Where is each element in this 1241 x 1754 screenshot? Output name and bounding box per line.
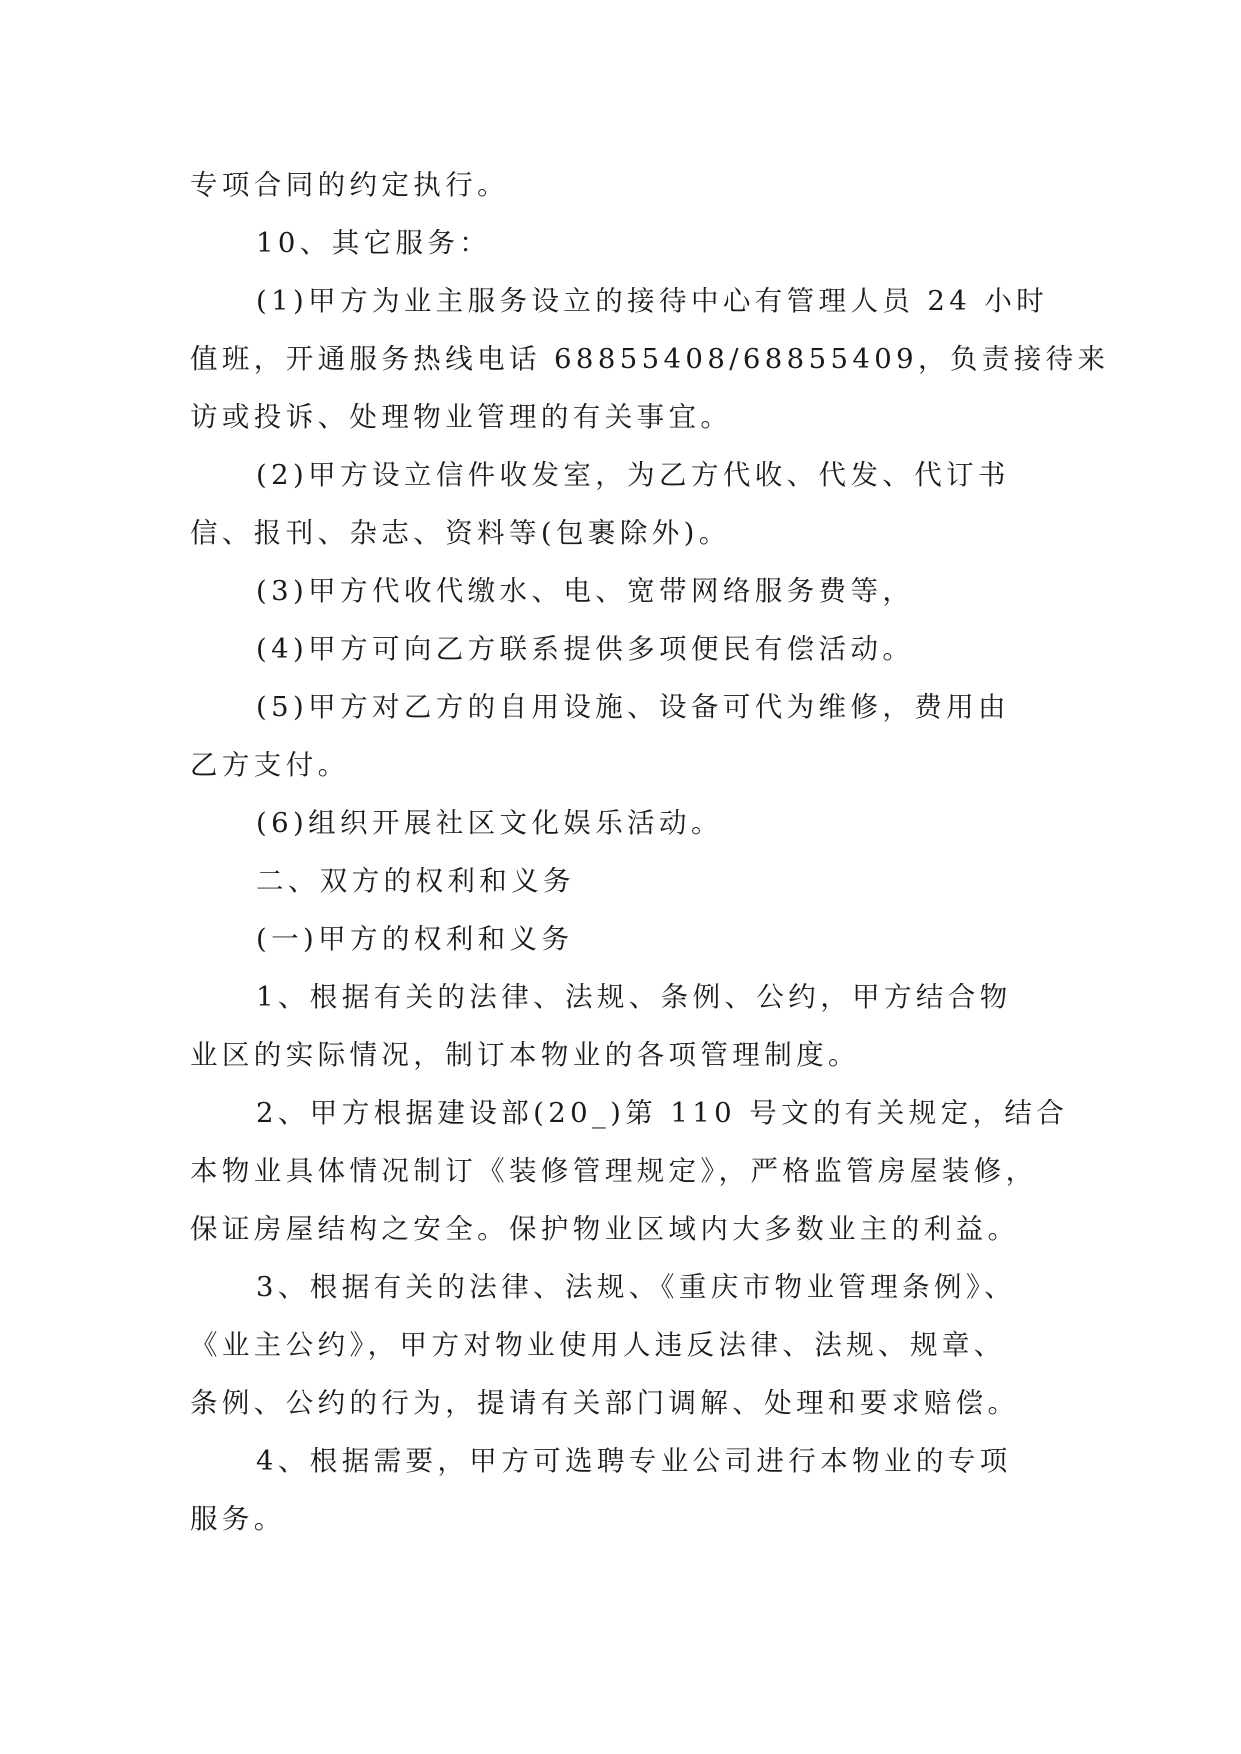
text-line: 值班，开通服务热线电话 68855408/68855409，负责接待来 <box>190 343 1110 375</box>
text-line: (6)组织开展社区文化娱乐活动。 <box>256 807 723 839</box>
text-line: (4)甲方可向乙方联系提供多项便民有偿活动。 <box>256 633 915 665</box>
text-line: 乙方支付。 <box>190 749 350 781</box>
text-line: 专项合同的约定执行。 <box>190 169 509 201</box>
text-line: (一)甲方的权利和义务 <box>256 923 574 955</box>
text-line: 访或投诉、处理物业管理的有关事宜。 <box>190 401 733 433</box>
text-line: 1、根据有关的法律、法规、条例、公约，甲方结合物 <box>256 981 1012 1013</box>
text-line: 信、报刊、杂志、资料等(包裹除外)。 <box>190 517 731 549</box>
text-line: 10、其它服务： <box>256 227 492 259</box>
text-line: 业区的实际情况，制订本物业的各项管理制度。 <box>190 1039 860 1071</box>
text-line: (3)甲方代收代缴水、电、宽带网络服务费等， <box>256 575 915 607</box>
text-line: 二、双方的权利和义务 <box>256 865 575 897</box>
text-line: (1)甲方为业主服务设立的接待中心有管理人员 24 小时 <box>256 285 1049 317</box>
text-line: 保证房屋结构之安全。保护物业区域内大多数业主的利益。 <box>190 1213 1020 1245</box>
text-line: 本物业具体情况制订《装修管理规定》，严格监管房屋装修， <box>190 1155 1038 1187</box>
text-line: 条例、公约的行为，提请有关部门调解、处理和要求赔偿。 <box>190 1387 1020 1419</box>
text-line: 3、根据有关的法律、法规、《重庆市物业管理条例》、 <box>256 1271 1016 1303</box>
text-line: (5)甲方对乙方的自用设施、设备可代为维修，费用由 <box>256 691 1010 723</box>
text-line: 4、根据需要，甲方可选聘专业公司进行本物业的专项 <box>256 1445 1012 1477</box>
text-line: 2、甲方根据建设部(20_)第 110 号文的有关规定，结合 <box>256 1097 1069 1129</box>
document-body <box>190 156 1110 1548</box>
text-line: (2)甲方设立信件收发室，为乙方代收、代发、代订书 <box>256 459 1010 491</box>
text-line: 《业主公约》，甲方对物业使用人违反法律、法规、规章、 <box>190 1329 1006 1361</box>
text-line: 服务。 <box>190 1503 286 1535</box>
